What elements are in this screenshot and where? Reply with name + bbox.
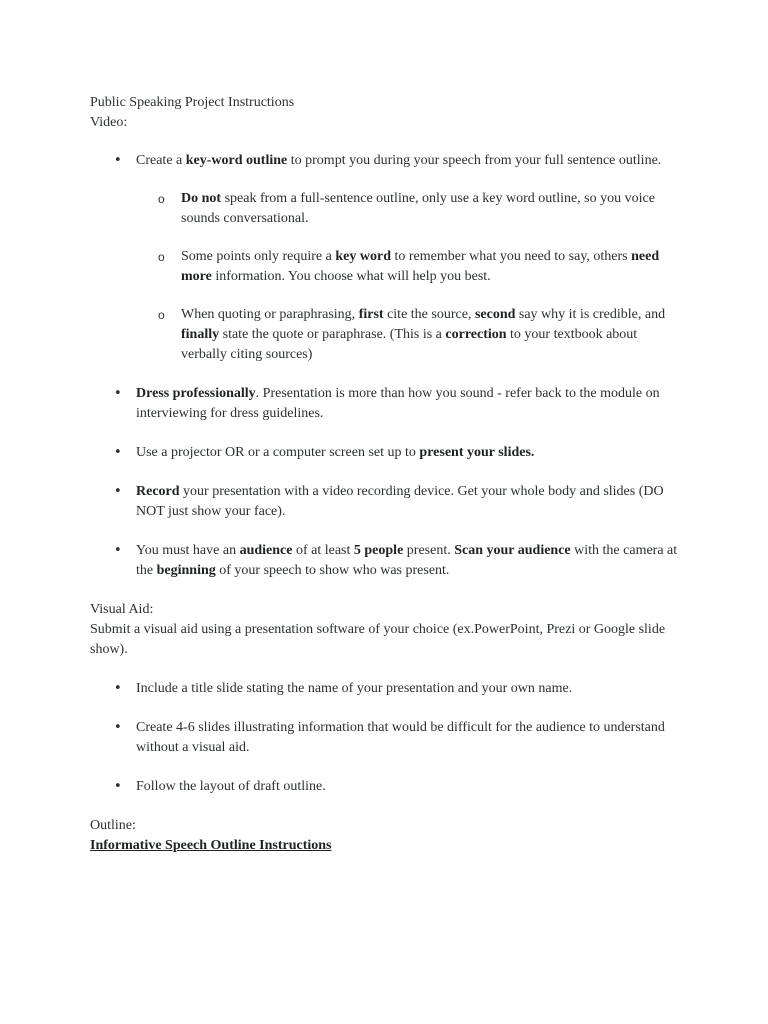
text-run: with the camera at the — [136, 543, 678, 578]
bold-text: audience — [239, 543, 293, 558]
document-title: Public Speaking Project Instructions — [90, 95, 295, 110]
text-run: of your speech to show who was present. — [215, 563, 450, 578]
bold-text: Scan your audience — [454, 543, 571, 558]
text-run: When quoting or paraphrasing, — [181, 307, 359, 322]
bold-text: present your slides. — [419, 445, 535, 460]
list-item — [90, 384, 678, 424]
outline-subheading: Informative Speech Outline Instructions — [90, 838, 332, 853]
sub-list-item — [90, 305, 678, 365]
text-run: Use a projector OR or a computer screen set up to — [136, 445, 420, 460]
visual-aid-intro: Submit a visual aid using a presentation software of your choice (ex.PowerPoint, Prezi or Google slide show). — [90, 622, 666, 657]
outline-subheading-line — [90, 836, 688, 856]
bold-text: 5 people — [353, 543, 404, 558]
text-run: Create a — [136, 153, 186, 168]
text-run: your presentation with a video recording device. Get your whole body and slides (DO NOT just show your face). — [136, 484, 664, 519]
list-item: • Create 4-6 slides illustrating information that would be difficult for the audience to understand without a visual aid. — [90, 718, 678, 758]
text-run: to remember what you need to say, others — [391, 249, 632, 264]
list-item: • Include a title slide stating the name of your presentation and your own name. — [90, 679, 678, 699]
list-item — [90, 151, 678, 171]
bold-text: Dress professionally — [136, 386, 256, 401]
bold-text: Record — [136, 484, 180, 499]
outline-heading: Outline: — [90, 818, 136, 833]
text-run: to your textbook about verbally citing sources) — [181, 327, 638, 362]
bold-text: correction — [445, 327, 507, 342]
bold-text: key-word outline — [185, 153, 288, 168]
list-item — [90, 482, 678, 522]
visual-aid-list — [90, 679, 688, 797]
text-run: You must have an — [136, 543, 240, 558]
bold-text: key word — [335, 249, 391, 264]
list-item — [90, 443, 678, 463]
bold-text: second — [474, 307, 516, 322]
sub-list-item — [90, 247, 678, 287]
text-run: speak from a full-sentence outline, only use a key word outline, so you voice sounds conversational. — [181, 191, 655, 226]
text-run: present. — [403, 543, 455, 558]
video-instructions-list — [90, 151, 688, 581]
text-run: . Presentation is more than how you sound - refer back to the module on interviewing for dress guidelines. — [136, 386, 660, 421]
text-run: Some points only require a — [181, 249, 336, 264]
list-item: • Follow the layout of draft outline. — [90, 777, 678, 797]
bold-text: beginning — [156, 563, 216, 578]
list-item — [90, 541, 678, 581]
bold-text: first — [358, 307, 384, 322]
bold-text: finally — [181, 327, 220, 342]
text-run: cite the source, — [383, 307, 475, 322]
text-run: say why it is credible, and — [515, 307, 666, 322]
bold-text: need more — [181, 249, 660, 284]
visual-aid-heading: Visual Aid: — [90, 602, 154, 617]
bold-text: Do not — [181, 191, 222, 206]
text-run: to prompt you during your speech from your full sentence outline. — [287, 153, 662, 168]
video-heading: Video: — [90, 115, 128, 130]
text-run: state the quote or paraphrase. (This is a — [219, 327, 446, 342]
sub-list-item — [90, 189, 678, 229]
text-run: of at least — [292, 543, 354, 558]
text-run: information. You choose what will help you best. — [211, 269, 491, 284]
